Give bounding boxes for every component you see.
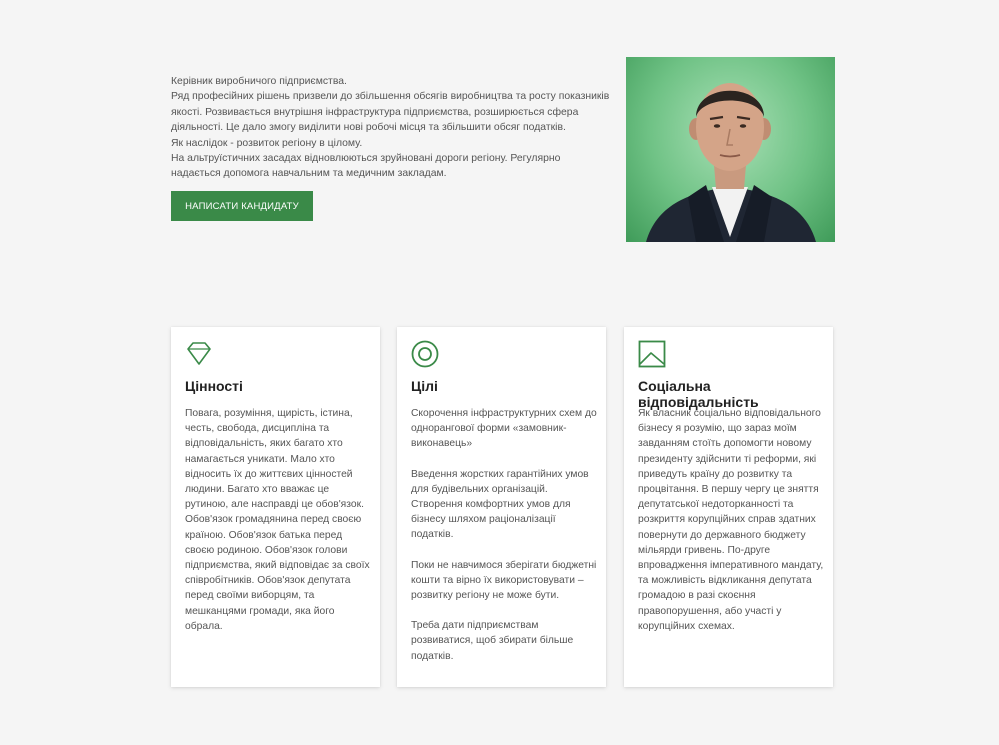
card-paragraph: Повага, розуміння, щирість, істина, честь, свобода, дисципліна та відповідальність, яких багато хто намагається уникати. Мало хто відносить їх до життєвих цінностей людини. Багато хто вважає це рутиною, але насправді це обов'язок. Обов'язок громадянина перед своєю країною. Обов'язок батька перед своєю родиною. Обов'язок голови підприємства, який відповідає за своїх співробітників. Обов'язок депутата перед своїми виборцям, та мешканцями громади, яка його обрала. [185,408,370,632]
card-paragraph: Поки не навчимося зберігати бюджетні кошти та вірно їх використовувати – розвитку регіону не може бути. [411,559,597,602]
card-paragraph: Введення жорстких гарантійних умов для будівельних організацій. Створення комфортних умов для бізнесу шляхом раціоналізації податків. [411,468,589,541]
card-title: Цілі [411,378,438,394]
card-title: Цінності [185,378,243,394]
social-responsibility-card [624,327,833,687]
candidate-photo [626,57,835,242]
card-paragraph: Скорочення інфраструктурних схем до однорангової форми «замовник-виконавець» [411,408,597,450]
image-icon [638,340,666,368]
bio-line: Ряд професійних рішень призвели до збільшення обсягів виробництва та росту показників якості. Розвивається внутрішня інфраструктура підприємства, розширюється сфера діяльності. Це дало змогу виділити нові робочі місця та збільшити обсяг податків. [171,91,610,134]
bio-line: На альтруїстичних засадах відновлюються зруйновані дороги регіону. Регулярно надається допомога навчальним та медичним закладам. [171,153,561,180]
diamond-icon [185,340,213,368]
card-paragraph: Як власник соціально відповідального бізнесу я розумію, що зараз моїм завданням стоїть допомогти новому президенту здійснити ті реформи, які приведуть країну до розвитку та процвітання. В першу чергу це зняття депутатської недоторканності та розкриття корупційних справ здатних повернути до державного бюджету мільярди гривень. По-друге впровадження імперативного мандату, та можливість відкликання депутата громадою в разі скоєння правопорушення, або участі у корупційних схемах. [638,408,824,632]
candidate-portrait-illustration [626,57,835,242]
write-to-candidate-button[interactable]: НАПИСАТИ КАНДИДАТУ [171,191,313,221]
card-title: Соціальна відповідальність [638,378,759,410]
candidate-bio [171,74,611,182]
target-icon [411,340,439,368]
values-card [171,327,380,687]
card-paragraph: Треба дати підприємствам розвиватися, щоб збирати більше податків. [411,620,574,662]
bio-line: Як наслідок - розвиток регіону в цілому. [171,137,363,149]
bio-line: Керівник виробничого підприємства. [171,76,347,87]
goals-card [397,327,606,687]
